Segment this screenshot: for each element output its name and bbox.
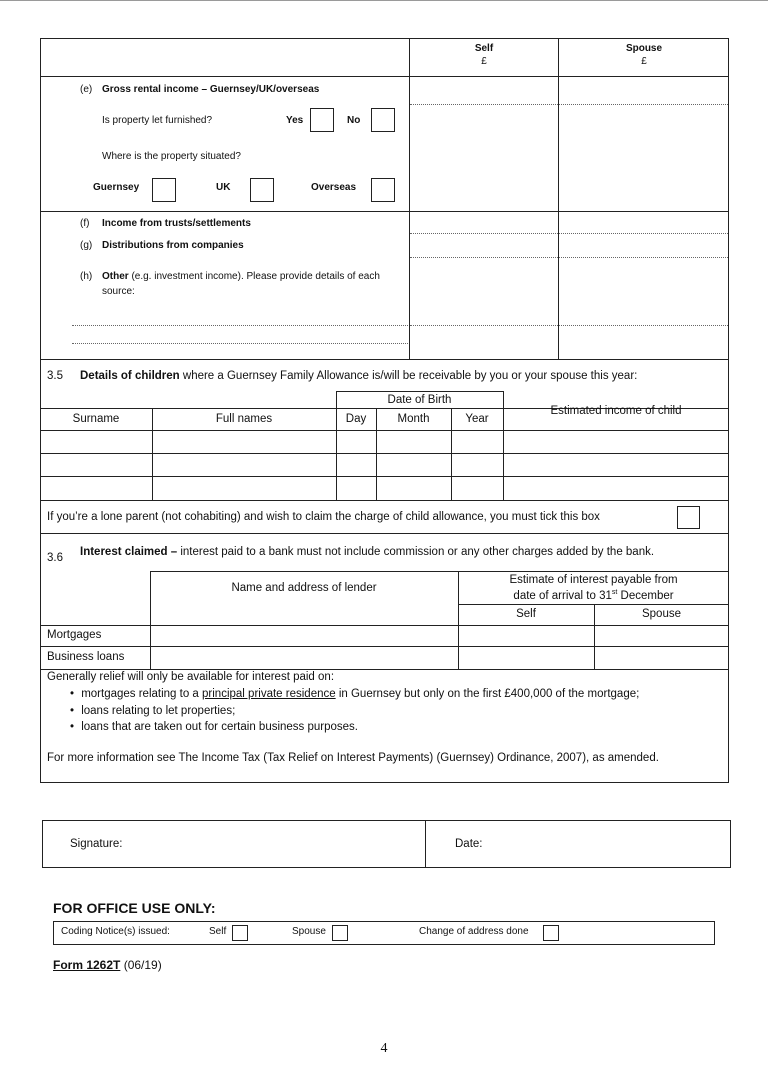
item-f-label: (f) xyxy=(80,218,90,229)
interest-section-number: 3.6 xyxy=(47,552,63,564)
estimate-header-sup: st xyxy=(611,589,618,596)
top-border-line xyxy=(0,0,768,1)
relief-bullet-1: • mortgages relating to a principal private residence in Guernsey but only on the first £400,000 of the mortgage; xyxy=(70,688,640,700)
children-section-heading xyxy=(80,370,637,382)
item-f-title: Income from trusts/settlements xyxy=(102,218,251,229)
furnished-yes-checkbox[interactable] xyxy=(310,108,334,132)
item-e-title: Gross rental income – Guernsey/UK/overseas xyxy=(102,84,320,95)
relief-bullet-1-text: mortgages relating to a xyxy=(81,688,203,700)
form-reference xyxy=(53,958,162,972)
interest-self-header: Self xyxy=(516,608,536,620)
office-spouse-checkbox[interactable] xyxy=(332,925,348,941)
overseas-checkbox[interactable] xyxy=(371,178,395,202)
no-label: No xyxy=(347,115,361,126)
office-self-label: Self xyxy=(209,926,227,937)
principal-residence-link: principal private residence xyxy=(202,688,336,700)
relief-bullet-3: • loans that are taken out for certain business purposes. xyxy=(70,721,359,733)
change-address-label: Change of address done xyxy=(419,926,529,937)
relief-bullet-2-text: loans relating to let properties; xyxy=(81,705,236,717)
lone-parent-text: If you’re a lone parent (not cohabiting) and wish to claim the charge of child allowance, you must tick this box xyxy=(47,511,600,523)
item-h-text xyxy=(102,271,380,282)
signature-label: Signature: xyxy=(70,838,123,850)
month-header: Month xyxy=(397,413,430,425)
self-column-header: Self xyxy=(474,43,494,54)
estimate-header-line1: Estimate of interest payable from xyxy=(509,574,678,586)
more-information-text: For more information see The Income Tax (Tax Relief on Interest Payments) (Guernsey) Ordinance, 2007), as amended. xyxy=(47,752,659,764)
business-loans-row-label: Business loans xyxy=(47,651,125,663)
relief-bullet-2: • loans relating to let properties; xyxy=(70,705,236,717)
mortgages-row-label: Mortgages xyxy=(47,629,102,641)
relief-intro: Generally relief will only be available for interest paid on: xyxy=(47,671,335,683)
spouse-currency-symbol: £ xyxy=(641,56,647,67)
form-date: (06/19) xyxy=(120,958,162,972)
self-currency-symbol: £ xyxy=(481,56,487,67)
children-section-text: where a Guernsey Family Allowance is/will be receivable by you or your spouse this year: xyxy=(179,370,638,382)
signature-field[interactable] xyxy=(140,824,420,864)
relief-bullet-1-rest: in Guernsey but only on the first £400,000 of the mortgage; xyxy=(335,688,640,700)
estimate-header-line2 xyxy=(458,589,729,602)
interest-spouse-header: Spouse xyxy=(641,608,681,620)
lender-header: Name and address of lender xyxy=(231,582,377,594)
item-h-title: Other xyxy=(102,271,129,282)
office-use-title: FOR OFFICE USE ONLY: xyxy=(53,900,216,916)
uk-label: UK xyxy=(216,182,231,193)
estimate-header-month: December xyxy=(617,589,674,602)
relief-bullet-3-text: loans that are taken out for certain business purposes. xyxy=(81,721,359,733)
day-header: Day xyxy=(345,413,367,425)
office-self-checkbox[interactable] xyxy=(232,925,248,941)
page-number: 4 xyxy=(380,1041,388,1056)
date-field[interactable] xyxy=(495,824,725,864)
item-h-description: (e.g. investment income). Please provide details of each xyxy=(128,271,380,282)
lone-parent-checkbox[interactable] xyxy=(677,506,700,529)
interest-section-text: interest paid to a bank must not include commission or any other charges added by the bank. xyxy=(177,546,655,558)
change-address-checkbox[interactable] xyxy=(543,925,559,941)
overseas-label: Overseas xyxy=(311,182,357,193)
interest-section-title: Interest claimed – xyxy=(80,546,178,558)
office-spouse-label: Spouse xyxy=(292,926,326,937)
full-names-header: Full names xyxy=(215,413,273,425)
interest-section-heading xyxy=(80,546,654,558)
situated-question: Where is the property situated? xyxy=(102,151,241,162)
guernsey-label: Guernsey xyxy=(93,182,140,193)
furnished-no-checkbox[interactable] xyxy=(371,108,395,132)
item-g-title: Distributions from companies xyxy=(102,240,244,251)
item-h-label: (h) xyxy=(80,271,93,282)
children-section-title: Details of children xyxy=(80,370,180,382)
uk-checkbox[interactable] xyxy=(250,178,274,202)
item-h-text-line2: source: xyxy=(102,286,135,297)
spouse-column-header: Spouse xyxy=(625,43,663,54)
estimate-header-text: date of arrival to 31 xyxy=(513,589,612,602)
furnished-question: Is property let furnished? xyxy=(102,115,213,126)
children-section-number: 3.5 xyxy=(47,370,63,382)
form-name: Form 1262T xyxy=(53,958,121,972)
guernsey-checkbox[interactable] xyxy=(152,178,176,202)
item-e-label: (e) xyxy=(80,84,93,95)
date-label: Date: xyxy=(455,838,483,850)
surname-header: Surname xyxy=(72,413,120,425)
date-of-birth-header: Date of Birth xyxy=(387,394,452,406)
estimated-income-header: Estimated income of child xyxy=(550,405,682,417)
year-header: Year xyxy=(465,413,489,425)
item-g-label: (g) xyxy=(80,240,93,251)
yes-label: Yes xyxy=(286,115,304,126)
coding-notice-label: Coding Notice(s) issued: xyxy=(61,926,170,937)
children-section xyxy=(40,359,729,534)
